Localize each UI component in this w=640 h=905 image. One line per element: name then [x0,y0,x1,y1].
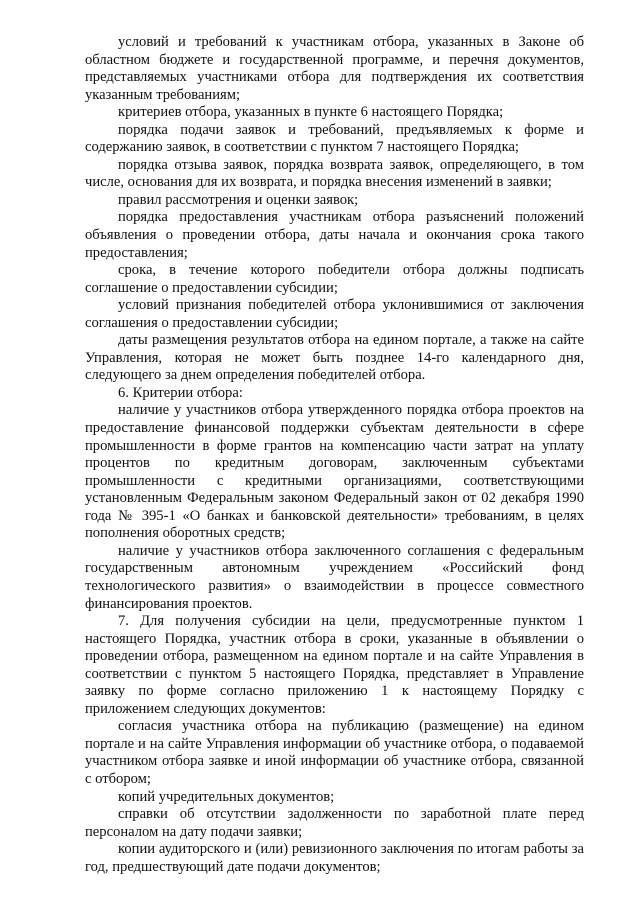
paragraph: согласия участника отбора на публикацию (размещение) на едином портале и на сайте Управления информации об участнике отбора, о подаваемой участником отбора заявке и иной информации об участнике отбора, связанной с отбором; [85,718,584,787]
section-heading: 6. Критерии отбора: [118,384,243,401]
paragraph: даты размещения результатов отбора на едином портале, а также на сайте Управления, которая не может быть позднее 14-го календарного дня, следующего за днем определения победителей отбора. [85,332,584,384]
paragraph: срока, в течение которого победители отбора должны подписать соглашение о предоставлении субсидии; [85,262,584,296]
paragraph: копий учредительных документов; [118,788,335,805]
paragraph: справки об отсутствии задолженности по заработной плате перед персоналом на дату подачи заявки; [85,806,584,840]
paragraph: наличие у участников отбора заключенного соглашения с федеральным государственным автономным учреждением «Российский фонд технологического развития» о взаимодействии в процессе совместного финансирования проектов. [85,542,584,612]
paragraph: порядка отзыва заявок, порядка возврата заявок, определяющего, в том числе, основания для их возврата, и порядка внесения изменений в заявки; [85,156,584,191]
paragraph: условий и требований к участникам отбора, указанных в Законе об областном бюджете и государственной программе, и перечня документов, представляемых участниками отбора для подтверждения их соответствия указанным требованиям; [85,34,584,103]
paragraph: условий признания победителей отбора уклонившимися от заключения соглашения о предоставлении субсидии; [85,297,584,331]
paragraph: копии аудиторского и (или) ревизионного заключения по итогам работы за год, предшествующий дате подачи документов; [85,841,584,875]
paragraph: порядка подачи заявок и требований, предъявляемых к форме и содержанию заявок, в соответствии с пунктом 7 настоящего Порядка; [85,121,584,156]
paragraph: критериев отбора, указанных в пункте 6 настоящего Порядка; [118,104,504,121]
paragraph: 7. Для получения субсидии на цели, предусмотренные пунктом 1 настоящего Порядка, участник отбора в сроки, указанные в объявлении о проведении отбора, размещенном на едином портале и на сайте Управления в соответствии с пунктом 5 настоящего Порядка, представляет в Управление заявку по форме согласно приложению 1 к настоящему Порядку с приложением следующих документов: [85,613,584,717]
paragraph: порядка предоставления участникам отбора разъяснений положений объявления о проведении отбора, даты начала и окончания срока такого предоставления; [85,209,584,261]
paragraph: правил рассмотрения и оценки заявок; [118,191,359,208]
paragraph: наличие у участников отбора утвержденного порядка отбора проектов на предоставление финансовой поддержки субъектам деятельности в сфере промышленности в форме грантов на компенсацию части затрат на уплату процентов по кредитным договорам, заключенным субъектами промышленности с кредитными организациями, соответствующими установленным Федеральным законом Федеральный закон от 02 декабря 1990 года № 395-1 «О банках и банковской деятельности» требованиям, в целях пополнения оборотных средств; [85,402,584,542]
